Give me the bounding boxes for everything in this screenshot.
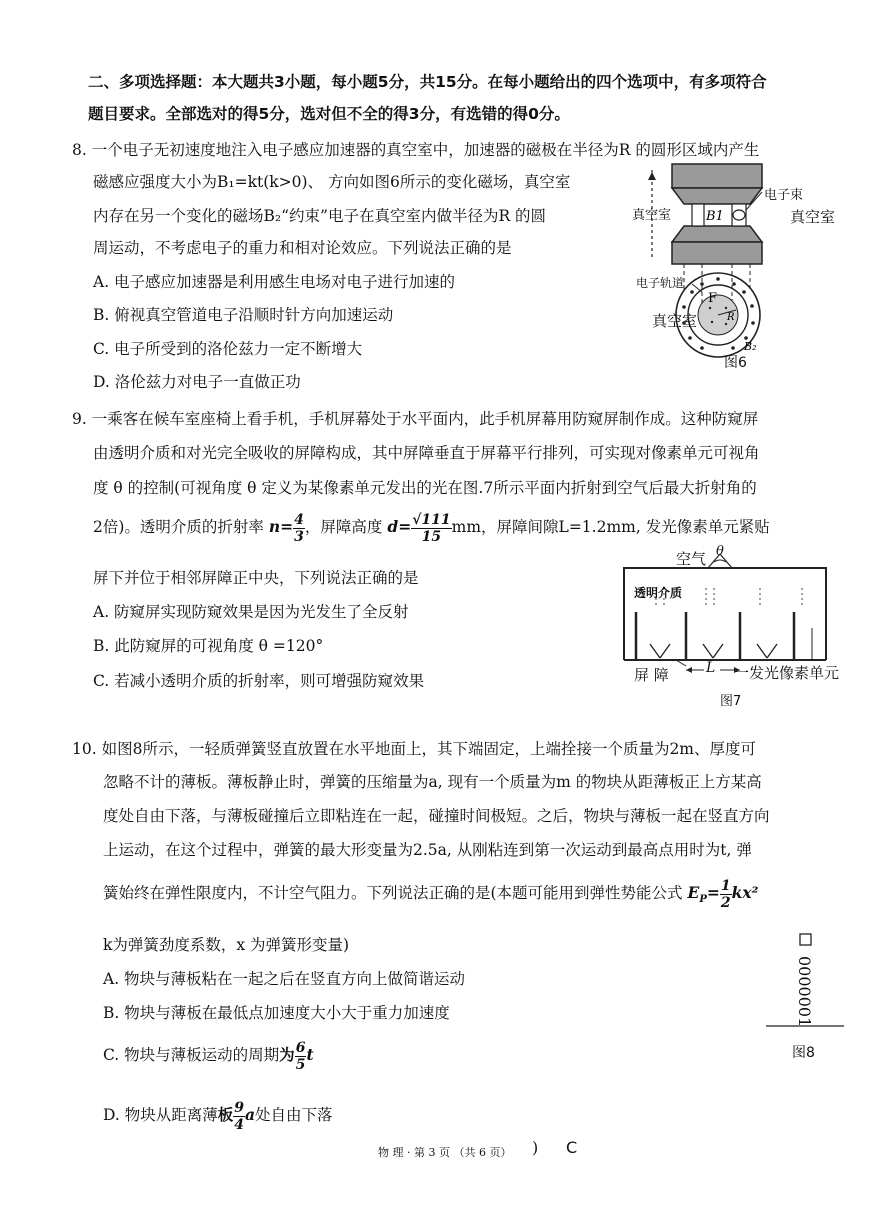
q9-line-5: 屏下并位于相邻屏障正中央，下列说法正确的是 — [93, 569, 419, 587]
fig7-theta-label: θ — [716, 544, 724, 559]
figure-8 — [766, 930, 846, 1065]
q9-line-4: 2倍)。透明介质的折射率 n= $\frac{4}{3}$ ，屏障高度 d= $\frac{√111}{15}$ mm，屏障间隙L=1.2mm, 发光像素单元紧贴 — [93, 511, 770, 545]
q8-line: 磁感应强度大小为B₁=kt(k>0)、 方向如图6所示的变化磁场，真空室 — [93, 173, 571, 191]
q10-ep-fraction: $\frac{1}{2}$ — [720, 877, 731, 911]
footer-mark: ) — [532, 1138, 539, 1157]
q9-line4-part-a: 2倍)。透明介质的折射率 — [93, 518, 264, 536]
fig8-block — [800, 934, 811, 945]
fig7-caption: 图7 — [720, 694, 742, 709]
fig7-pixel-label: 一发光像素单元 — [734, 664, 840, 682]
fig7-air-label: 空气 — [676, 550, 707, 568]
q8-option-a: A. 电子感应加速器是利用感生电场对电子进行加速的 — [93, 273, 456, 291]
fig6-vacuum-room-right-label: 真空室 — [790, 208, 836, 226]
q9-option-c: C. 若减小透明介质的折射率，则可增强防窥效果 — [93, 672, 425, 690]
q8-option-c: C. 电子所受到的洛伦兹力一定不断增大 — [93, 340, 363, 358]
q9-d-fraction: $\frac{√111}{15}$ — [412, 511, 451, 545]
q10-line-6: k为弹簧劲度系数，x 为弹簧形变量) — [103, 936, 350, 954]
q9-line: 9. 一乘客在候车室座椅上看手机，手机屏幕处于水平面内，此手机屏幕用防窥屏制作成。这种防窥屏 — [72, 410, 759, 428]
q9-n-symbol: n — [268, 517, 281, 536]
q9-d-symbol: d — [387, 517, 399, 536]
q10-option-d: D. 物块从距离薄板 $\frac{9}{4}$ a处自由下落 — [103, 1099, 333, 1133]
fig8-caption: 图8 — [792, 1045, 815, 1061]
fig7-medium-label: 透明介质 — [634, 586, 683, 600]
q9-line: 度 θ 的控制(可视角度 θ 定义为某像素单元发出的光在图.7所示平面内折射到空气后最大折射角的 — [93, 479, 757, 497]
q9-n-fraction: $\frac{4}{3}$ — [294, 511, 304, 545]
q10-line: 上运动，在这个过程中，弹簧的最大形变量为2.5a, 从刚粘连到第一次运动到最高点用时为t, 弹 — [103, 841, 752, 859]
q9-option-a: A. 防窥屏实现防窥效果是因为光发生了全反射 — [93, 603, 409, 621]
q10-line5-text: 簧始终在弹性限度内，不计空气阻力。下列说法正确的是(本题可能用到弹性势能公式 — [103, 884, 683, 902]
q10-c-fraction: $\frac{6}{5}$ — [295, 1039, 306, 1073]
fig6-r-label: R — [727, 312, 735, 323]
q10-ep-sub: P — [699, 894, 707, 906]
figure-6-diagram — [632, 160, 842, 372]
section-heading-line2: 题目要求。全部选对的得5分，选对但不全的得3分，有选错的得0分。 — [88, 105, 570, 123]
fig8-spring: 0000001 — [795, 956, 814, 1028]
fig6-vacuum-room-bottom-label: 真空室 — [652, 312, 698, 330]
q10-line-5 — [103, 878, 758, 915]
q10-line: 度处自由下落，与薄板碰撞后立即粘连在一起，碰撞时间极短。之后，物块与薄板一起在竖直方向 — [103, 807, 770, 825]
q10-option-b: B. 物块与薄板在最低点加速度大小大于重力加速度 — [103, 1004, 450, 1022]
footer-letter: C — [566, 1138, 578, 1157]
q8-line: 8. 一个电子无初速度地注入电子感应加速器的真空室中，加速器的磁极在半径为R 的圆形区域内产生 — [72, 141, 760, 159]
q8-option-b: B. 俯视真空管道电子沿顺时针方向加速运动 — [93, 306, 394, 324]
page-footer: 物 理 · 第 3 页 （共 6 页） — [378, 1146, 512, 1159]
q10-line: 忽略不计的薄板。薄板静止时，弹簧的压缩量为a, 现有一个质量为m 的物块从距薄板正上方某高 — [103, 773, 762, 791]
q9-line4-part-c: mm，屏障间隙L=1.2mm, 发光像素单元紧贴 — [451, 518, 770, 536]
fig6-caption: 图6 — [724, 355, 747, 371]
q8-line: 内存在另一个变化的磁场B₂“约束”电子在真空室内做半径为R 的圆 — [93, 207, 547, 225]
fig6-electron-beam-label: 电子束 — [764, 188, 804, 203]
figure-7 — [620, 544, 850, 710]
q10-ep-eq: = — [706, 883, 720, 902]
q9-line: 由透明介质和对光完全吸收的屏障构成，其中屏障垂直于屏幕平行排列，可实现对像素单元可视角 — [93, 444, 760, 462]
q10-ep-tail: kx² — [731, 883, 759, 902]
section-heading-line1: 二、多项选择题：本大题共3小题，每小题5分，共15分。在每小题给出的四个选项中，有多项符合 — [88, 73, 767, 91]
q9-line4-part-b: ，屏障高度 — [304, 518, 383, 536]
fig6-track-label: 电子轨道 — [636, 276, 685, 290]
fig6-vacuum-room-left-label: 真空室 — [632, 208, 672, 223]
q10-line: 10. 如图8所示，一轻质弹簧竖直放置在水平地面上，其下端固定，上端拴接一个质量为2m、厚度可 — [72, 740, 757, 758]
figure-7-diagram — [620, 548, 850, 710]
fig7-l-label: L — [706, 660, 716, 676]
q9-option-b: B. 此防窥屏的可视角度 θ =120° — [93, 637, 324, 655]
q10-ep-symbol: E — [687, 883, 700, 902]
fig7-barrier-label: 屏 障 — [634, 666, 669, 684]
q8-option-d: D. 洛伦兹力对电子一直做正功 — [93, 373, 301, 391]
fig6-b1-label: B1 — [706, 209, 724, 224]
figure-6 — [632, 160, 842, 372]
fig6-f-label: F — [708, 291, 718, 306]
q10-option-a: A. 物块与薄板粘在一起之后在竖直方向上做简谐运动 — [103, 970, 466, 988]
q8-line: 周运动，不考虑电子的重力和相对论效应。下列说法正确的是 — [93, 239, 512, 257]
fig6-b2-label: B₂ — [744, 340, 757, 353]
q10-d-fraction: $\frac{9}{4}$ — [234, 1099, 244, 1133]
q10-option-c: C. 物块与薄板运动的周期为 $\frac{6}{5}$ t — [103, 1039, 314, 1073]
